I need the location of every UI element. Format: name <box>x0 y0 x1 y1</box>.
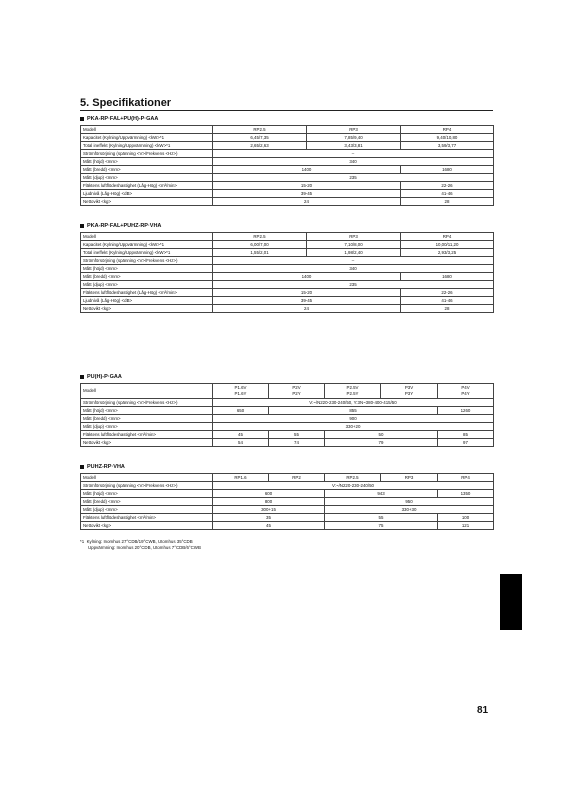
page-number: 81 <box>477 705 489 716</box>
table-row: Fläktens luftflödeshastighet (Låg-Hög) <m³/min> 15-20 22-26 <box>81 182 494 190</box>
table-row: Mått (bredd) <mm> 1400 1680 <box>81 166 494 174</box>
table-row: Mått (djup) <mm> 300+15 330+30 <box>81 506 494 514</box>
table-row: Nettovikt <kg> 24 28 <box>81 305 494 313</box>
section-heading-text: PKA-RP·FAL+PU(H)-P·GAA <box>87 116 159 122</box>
spec-table-4 <box>80 473 494 530</box>
title-rule <box>80 110 493 111</box>
table-row: Nettovikt <kg> 45 75 121 <box>81 522 494 530</box>
table-row: Fläktens luftflödeshastighet (Låg-Hög) <m³/min> 15-20 22-26 <box>81 289 494 297</box>
page-title: 5. Specifikationer <box>80 97 172 109</box>
table-row: Total ineffekt (Kylning/Uppvärmning) <kW>*1 2,65/2,63 3,43/3,81 3,59/3,77 <box>81 142 494 150</box>
section-heading-2 <box>80 223 161 229</box>
section-heading-text: PKA-RP·FAL+PUHZ-RP·VHA <box>87 223 162 229</box>
table-row: Strömförsörjning (spänning <V>/Frekvens <Hz>) V:~/N220-230-240/50 <box>81 482 494 490</box>
section-heading-4 <box>80 464 125 470</box>
table-row: Nettovikt <kg> 54 74 79 97 <box>81 439 494 447</box>
table-row: Mått (bredd) <mm> 800 950 <box>81 498 494 506</box>
table-row: Strömförsörjning (spänning <V>/Frekvens <Hz>) – <box>81 150 494 158</box>
table-row: Nettovikt <kg> 24 28 <box>81 198 494 206</box>
section-heading-text: PUHZ-RP·VHA <box>87 464 125 470</box>
spec-table-3 <box>80 383 494 447</box>
table-row: Mått (höjd) <mm> 340 <box>81 158 494 166</box>
chapter-tab-marker <box>500 574 522 630</box>
section-heading-3 <box>80 374 122 380</box>
table-row: Kapacitet (Kylning/Uppvärmning) <kW>*1 6,45/7,35 7,85/9,40 9,40/10,80 <box>81 134 494 142</box>
footnote: *1 Kylning: Inomhus 27°CDB/19°CWB, Utomhus 35°CDB Uppvärmning: Inomhus 20°CDB, Utomhus 7°CDB/6°CWB <box>80 539 201 550</box>
table-row: Mått (djup) <mm> 235 <box>81 174 494 182</box>
spec-table-1 <box>80 125 494 206</box>
table-row: Modell P1.6V P1.6Y P2V P2Y P2.5V P2.5Y P3V P3Y P4V P4Y <box>81 384 494 399</box>
table-row: Fläktens luftflödeshastighet <m³/min> 45 55 50 85 <box>81 431 494 439</box>
table-row: Mått (höjd) <mm> 650 855 1260 <box>81 407 494 415</box>
table-row: Strömförsörjning (spänning <V>/Frekvens <Hz>) V:~/N220-230-240/50, Y:3N~380-400-415/50 <box>81 399 494 407</box>
table-row: Mått (djup) <mm> 235 <box>81 281 494 289</box>
bullet-square-icon <box>80 117 84 121</box>
table-row: Modell RP1.6 RP2 RP2.5 RP3 RP4 <box>81 474 494 482</box>
table-row: Mått (bredd) <mm> 1400 1680 <box>81 273 494 281</box>
bullet-square-icon <box>80 224 84 228</box>
table-row: Mått (höjd) <mm> 600 943 1350 <box>81 490 494 498</box>
table-row: Mått (djup) <mm> 330+20 <box>81 423 494 431</box>
table-row: Fläktens luftflödeshastighet <m³/min> 35 55 100 <box>81 514 494 522</box>
table-row: Strömförsörjning (spänning <V>/Frekvens <Hz>) – <box>81 257 494 265</box>
table-row: Ljudnivå (Låg-Hög) <dB> 39-45 41-46 <box>81 190 494 198</box>
table-row: Mått (höjd) <mm> 340 <box>81 265 494 273</box>
spec-table-2 <box>80 232 494 313</box>
table-row: Modell RP2.5 RP3 RP4 <box>81 233 494 241</box>
table-row: Modell RP2.5 RP3 RP4 <box>81 126 494 134</box>
table-row: Total ineffekt (Kylning/Uppvärmning) <kW>*1 1,55/2,01 1,98/2,40 2,93/3,25 <box>81 249 494 257</box>
bullet-square-icon <box>80 465 84 469</box>
section-heading-1 <box>80 116 158 122</box>
bullet-square-icon <box>80 375 84 379</box>
table-row: Kapacitet (Kylning/Uppvärmning) <kW>*1 6,00/7,00 7,10/8,00 10,00/11,20 <box>81 241 494 249</box>
table-row: Ljudnivå (Låg-Hög) <dB> 39-45 41-46 <box>81 297 494 305</box>
table-row: Mått (bredd) <mm> 900 <box>81 415 494 423</box>
section-heading-text: PU(H)-P·GAA <box>87 374 122 380</box>
